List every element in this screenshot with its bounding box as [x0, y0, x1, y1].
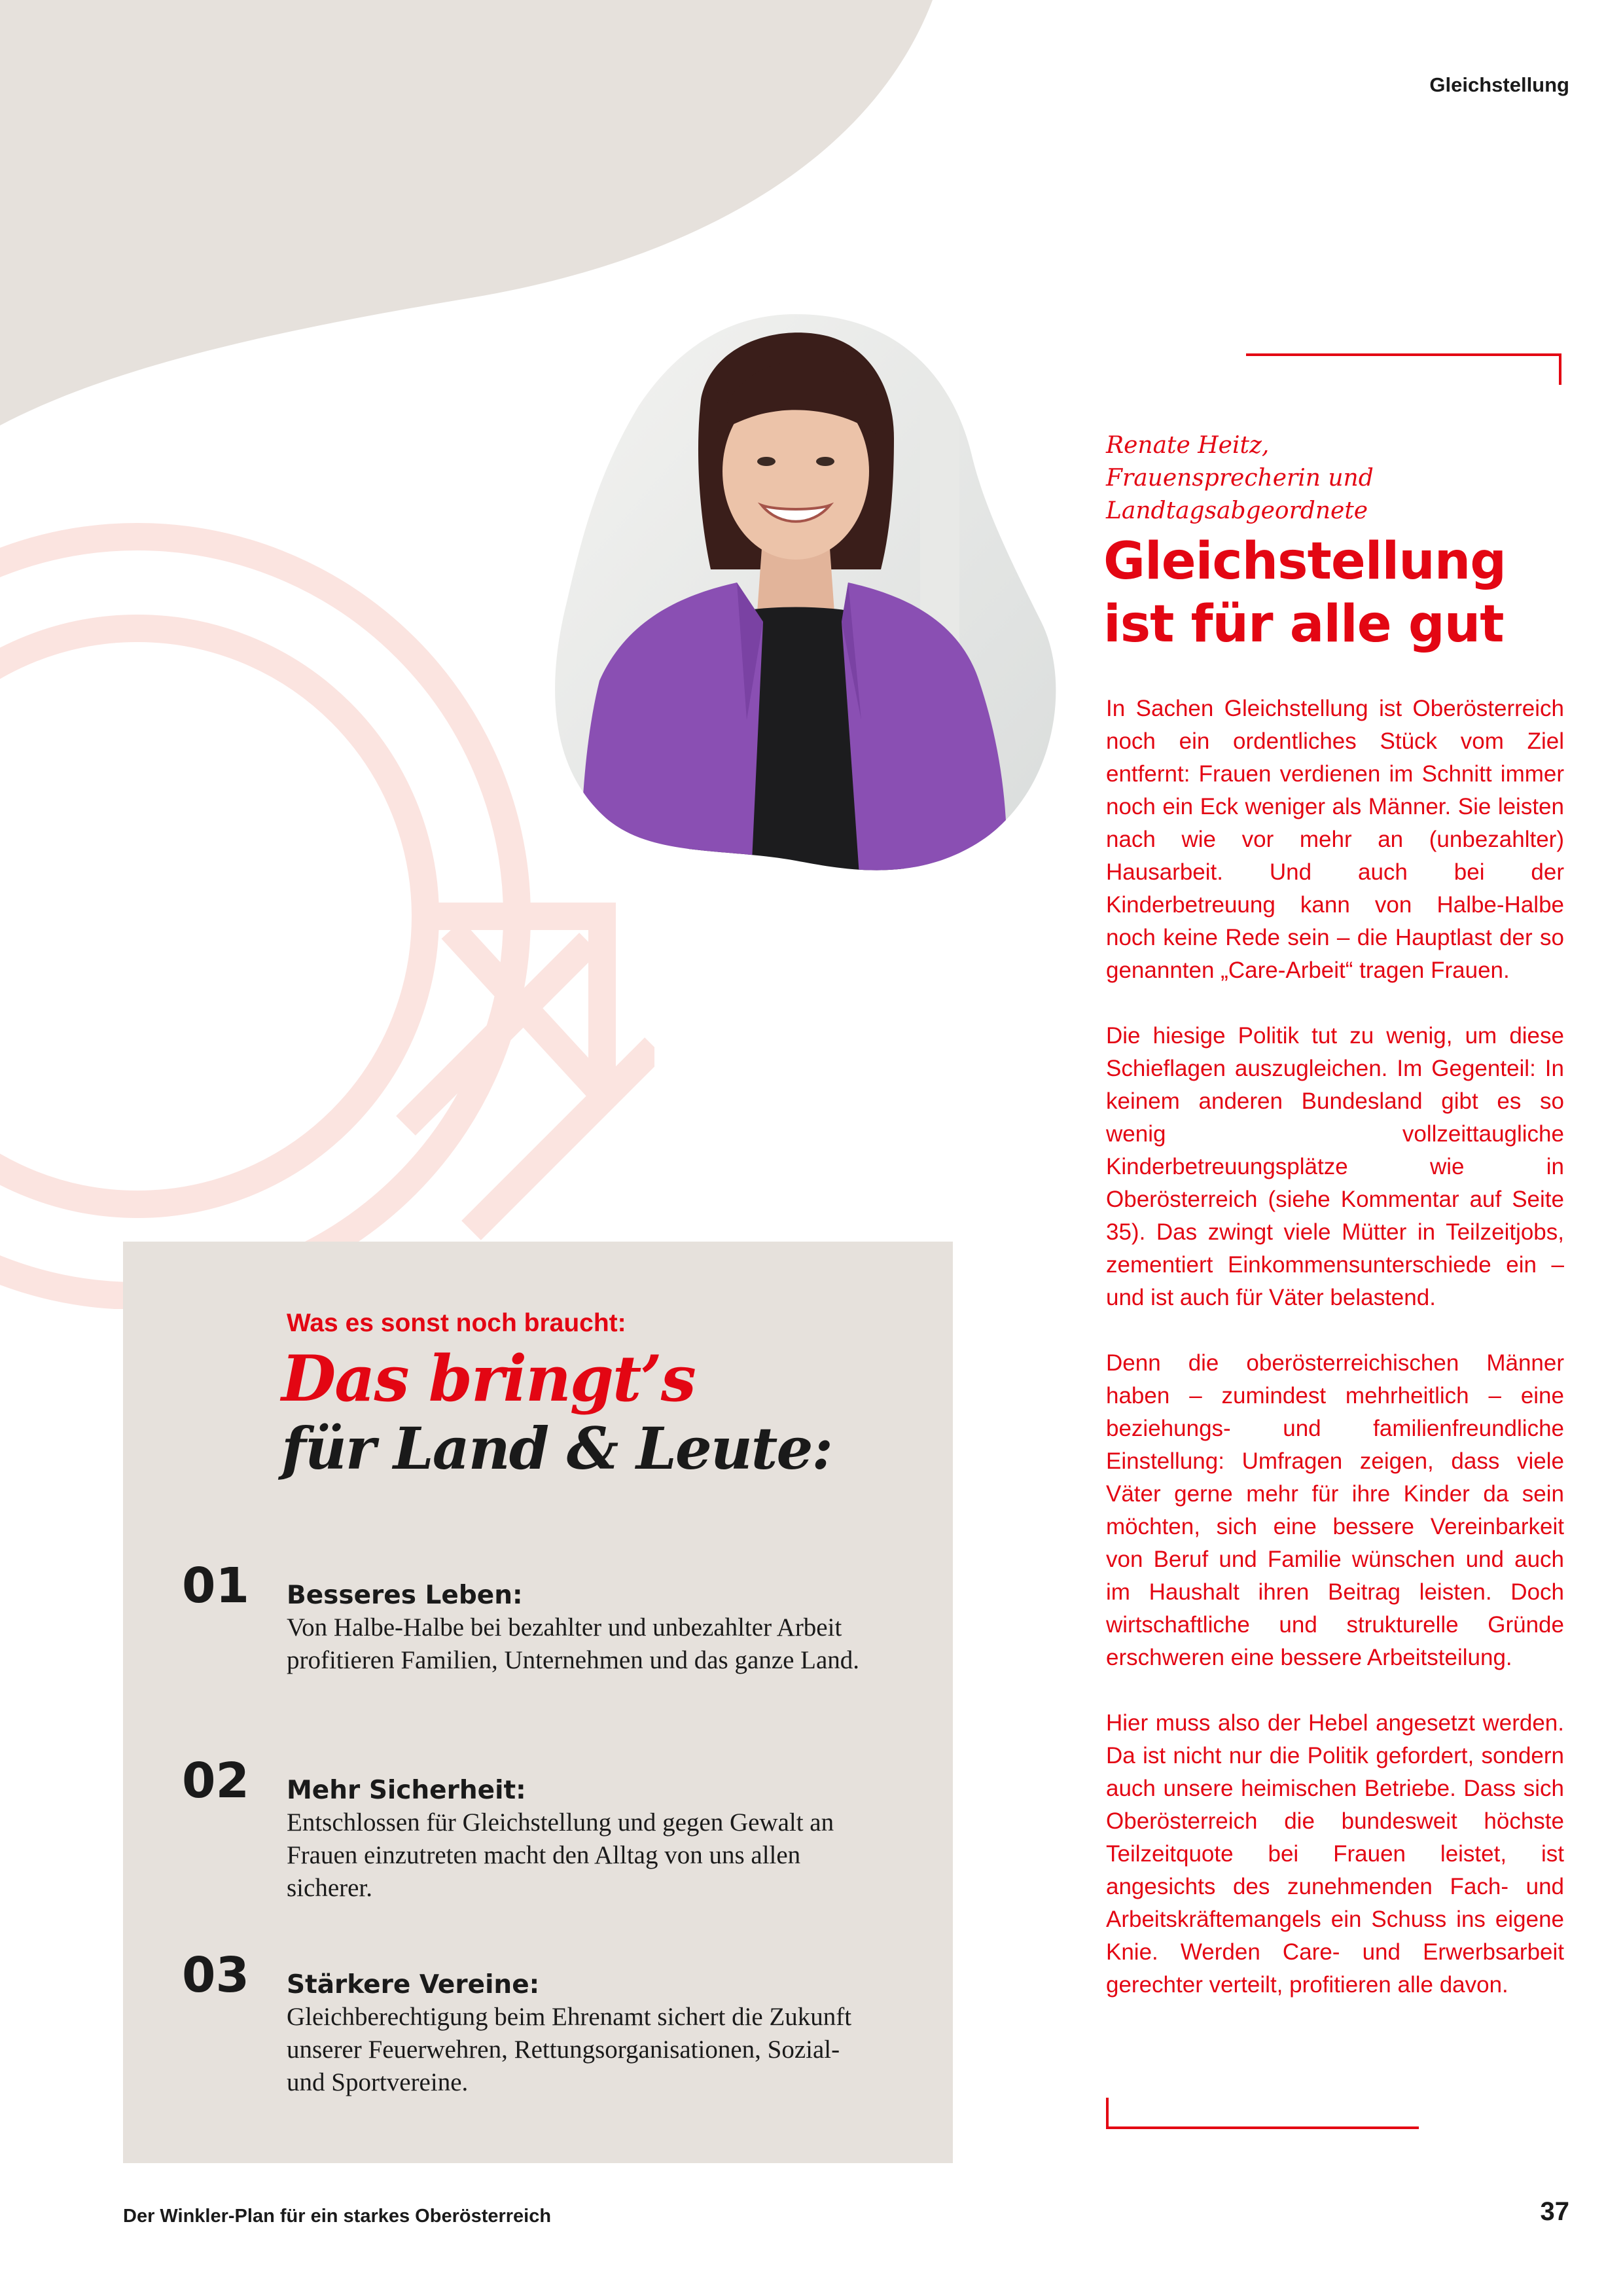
paragraph: Die hiesige Politik tut zu wenig, um diese Schieflagen auszugleichen. Im Gegenteil: In keinem anderen Bundesland gibt es so wenig vollzeittaugliche Kinderbetreuungsplätze wie in Oberösterreich (siehe Kommentar auf Seite 35). Das zwingt viele Mütter in Teilzeitjobs, zementiert Einkommensunterschiede ein – und ist auch für Väter belastend. — [1106, 1023, 1564, 1310]
author-name: Renate Heitz, — [1106, 432, 1270, 459]
footer-publication-title: Der Winkler-Plan für ein starkes Oberösterreich — [123, 2206, 552, 2227]
item-title: Besseres Leben: — [287, 1581, 523, 1610]
author-role-2: Landtagsabgeordnete — [1106, 497, 1368, 524]
item-text: Gleichberechtigung beim Ehrenamt sichert die Zukunft unserer Feuerwehren, Rettungsorganisationen, Sozial- und Sportvereine. — [287, 2003, 852, 2096]
paragraph: In Sachen Gleichstellung ist Oberösterreich noch ein ordentliches Stück vom Ziel entfernt: Frauen verdienen im Schnitt immer noch ein Eck weniger als Männer. Sie leisten nach wie vor mehr an (unbezahlter) Hausarbeit. Und auch bei der Kinderbetreuung kann von Halbe-Halbe noch keine Rede sein – die Hauptlast der so genannten „Care-Arbeit“ tragen Frauen. — [1106, 696, 1564, 983]
quote-bracket-bottom — [1106, 2098, 1419, 2129]
item-number: 01 — [182, 1558, 249, 1614]
page-title-line-2: ist für alle gut — [1103, 595, 1504, 654]
author-attribution — [1106, 429, 1564, 528]
item-number: 02 — [182, 1753, 249, 1809]
item-title: Mehr Sicherheit: — [287, 1776, 526, 1805]
page-title — [1103, 530, 1506, 656]
page-title-line-1: Gleichstellung — [1103, 532, 1507, 591]
panel-kicker: Was es sonst noch braucht: — [287, 1309, 626, 1337]
item-title: Stärkere Vereine: — [287, 1970, 540, 2000]
paragraph: Denn die oberösterreichischen Männer haben – zumindest mehrheitlich – eine beziehungs- und familienfreundliche Einstellung: Umfragen zeigen, dass viele Väter gerne mehr für ihre Kinder da sein möchten, sich eine bessere Vereinbarkeit von Beruf und Familie wünschen und auch im Haushalt ihren Beitrag leisten. Doch wirtschaftliche und strukturelle Gründe erschweren eine bessere Arbeitsteilung. — [1106, 1350, 1564, 1670]
section-label: Gleichstellung — [1429, 73, 1569, 96]
article-body — [1106, 692, 1564, 2034]
item-number: 03 — [182, 1947, 249, 2003]
panel-title-line-2: für Land & Leute: — [281, 1414, 832, 1482]
page-number: 37 — [1540, 2197, 1569, 2226]
quote-bracket-top — [1246, 353, 1561, 385]
panel-title-line-1: Das bringt’s — [281, 1342, 695, 1416]
item-text: Von Halbe-Halbe bei bezahlter und unbezahlter Arbeit profitieren Familien, Unternehmen und das ganze Land. — [287, 1613, 860, 1674]
author-role: Frauensprecherin und — [1106, 465, 1374, 492]
portrait-photo — [554, 314, 1058, 903]
item-text: Entschlossen für Gleichstellung und gegen Gewalt an Frauen einzutreten macht den Alltag von uns allen sicherer. — [287, 1808, 834, 1902]
paragraph: Hier muss also der Hebel angesetzt werden. Da ist nicht nur die Politik gefordert, sondern auch unsere heimischen Betriebe. Dass sich Oberösterreich die bundesweit höchste Teilzeitquote bei Frauen leistet, ist angesichts des zunehmenden Fach- und Arbeitskräftemangels ein Schuss ins eigene Knie. Werden Care- und Erwerbsarbeit gerechter verteilt, profitieren alle davon. — [1106, 1710, 1564, 1998]
